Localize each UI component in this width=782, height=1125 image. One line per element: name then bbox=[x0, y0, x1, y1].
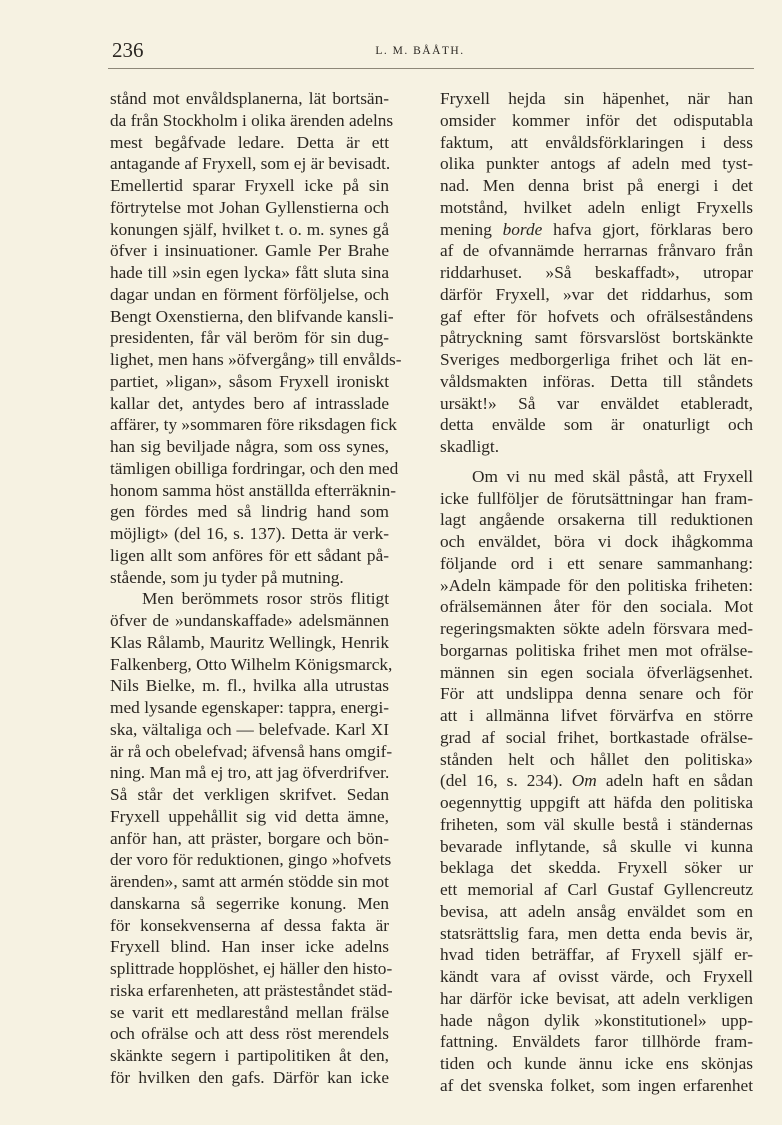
text-line: ofrälsemännen åter för den sociala. Mot bbox=[440, 597, 753, 617]
text-column-left bbox=[110, 88, 402, 1089]
text-line: bevisa, att adeln ansåg enväldet som en bbox=[440, 901, 753, 921]
italic-emphasis: Om bbox=[571, 771, 597, 791]
text-segment: mening bbox=[440, 219, 503, 239]
text-line: tiden och kunde ännu icke ens skönjas bbox=[440, 1054, 753, 1073]
text-line: riska erfarenheten, att prästeståndet städ- bbox=[110, 980, 393, 1000]
text-line: motstånd, hvilket adeln enligt Fryxells bbox=[440, 197, 753, 217]
text-line bbox=[440, 770, 753, 792]
text-line: honom samma höst anställda efterräknin- bbox=[110, 480, 397, 500]
text-line: friheten, som väl skulle bestå i ständernas bbox=[440, 814, 753, 834]
text-line: våldsmakten införas. Detta till ståndets bbox=[440, 371, 753, 391]
text-line: nad. Men denna brist på energi i det bbox=[440, 176, 753, 195]
text-line: borgarnas politiska frihet men mot ofrälse- bbox=[440, 640, 753, 660]
text-line: Klas Rålamb, Mauritz Wellingk, Henrik bbox=[110, 632, 389, 652]
text-segment: hafva gjort, förklaras bero bbox=[542, 219, 753, 239]
text-line: med lysande egenskaper: tappra, energi- bbox=[110, 698, 389, 717]
text-line: oegennyttig uppgift att häfda den politiska bbox=[440, 793, 753, 812]
text-line: Så står det verkligen skrifvet. Sedan bbox=[110, 785, 389, 804]
text-column-right bbox=[440, 88, 753, 1097]
text-line: Sveriges medborgerliga frihet och lät en- bbox=[440, 350, 753, 369]
text-line: konungen själf, hvilket t. o. m. synes gå bbox=[110, 219, 389, 239]
text-line: gen fördes med så lindrig hand som bbox=[110, 502, 389, 522]
text-line: Nils Bielke, m. fl., hvilka alla utrustas bbox=[110, 676, 389, 696]
text-line: öfver i insinuationer. Gamle Per Brahe bbox=[110, 241, 389, 261]
text-line: för hvilken den gafs. Därför kan icke bbox=[110, 1067, 389, 1087]
text-line: faktum, att envåldsförklaringen i dess bbox=[440, 132, 753, 152]
text-line: männen sin egen sociala öfverlägsenhet. bbox=[440, 662, 753, 682]
page-number: 236 bbox=[112, 38, 144, 62]
text-line: Om vi nu med skäl påstå, att Fryxell bbox=[472, 466, 753, 486]
text-line: han sig beviljade några, som oss synes, bbox=[110, 437, 389, 456]
text-line: tämligen obilliga fordringar, och den med bbox=[110, 458, 399, 478]
text-line: Fryxell hejda sin häpenhet, när han bbox=[440, 89, 753, 108]
text-line: olika punkter antogs af adeln med tyst- bbox=[440, 154, 753, 174]
text-line: splittrade hopplöshet, ej häller den histo- bbox=[110, 959, 393, 978]
text-line: skadligt. bbox=[440, 437, 500, 456]
text-line: lighet, men hans »öfvergång» till envålds- bbox=[110, 350, 402, 369]
text-line: beklaga det skedda. Fryxell söker ur bbox=[440, 858, 753, 878]
text-line: omsider kommer inför det odisputabla bbox=[440, 110, 753, 130]
text-line: Fryxell blind. Han inser icke adelns bbox=[110, 937, 389, 957]
text-line: anför han, att präster, borgare och bön- bbox=[110, 828, 389, 848]
text-line: fattning. Enväldets faror tillhörde fram- bbox=[440, 1032, 753, 1052]
text-line: Falkenberg, Otto Wilhelm Königsmarck, bbox=[110, 654, 393, 674]
text-segment: (del 16, s. 234). bbox=[440, 771, 572, 791]
text-line: gaf efter för hofvets och ofrälseståndens bbox=[440, 306, 753, 326]
text-line: kändt vara af ovisst värde, och Fryxell bbox=[440, 967, 753, 986]
text-line: påtryckning samt försvarslöst bortskänkte bbox=[440, 328, 753, 348]
text-line: da från Stockholm i olika ärenden adelns bbox=[110, 110, 394, 130]
text-line: lagt angående orsakerna till reduktionen bbox=[440, 510, 753, 530]
text-line: riddarhuset. »Så beskaffadt», utropar bbox=[440, 263, 753, 282]
text-line: Men berömmets rosor strös flitigt bbox=[142, 589, 389, 609]
text-line bbox=[440, 219, 753, 241]
text-line: kallar det, antydes bero af intrasslade bbox=[110, 393, 389, 413]
text-line: hade till »sin egen lycka» fått sluta sina bbox=[110, 263, 389, 282]
text-line: der voro för reduktionen, gingo »hofvets bbox=[110, 850, 392, 870]
text-line: har därför icke bevisat, att adeln verkligen bbox=[440, 988, 753, 1008]
text-line: stånd mot envåldsplanerna, lät bortsän- bbox=[110, 89, 389, 108]
text-line: stående, som ju tyder på mutning. bbox=[110, 567, 344, 587]
text-line: och enväldet, böra vi dock ihågkomma bbox=[440, 532, 753, 551]
text-line: ett memorial af Carl Gustaf Gyllencreutz bbox=[440, 880, 753, 899]
text-line: presidenten, får väl beröm för sin dug- bbox=[110, 328, 389, 348]
text-segment: adeln haft en sådan bbox=[596, 771, 753, 791]
text-line: För att undslippa denna senare och för bbox=[440, 684, 753, 704]
text-line: ursäkt!» Så var enväldet etableradt, bbox=[440, 393, 753, 413]
text-line: för konsekvenserna af dessa fakta är bbox=[110, 915, 389, 935]
text-line: och ofrälse och att dess röst merendels bbox=[110, 1024, 389, 1044]
text-line: Bengt Oxenstierna, den blifvande kansli- bbox=[110, 306, 394, 326]
text-line: danskarna så segerrike konung. Men bbox=[110, 893, 389, 913]
header-rule bbox=[108, 68, 754, 69]
text-line: icke fullföljer de förutsättningar han fram- bbox=[440, 488, 753, 508]
text-line: ska, vältaliga och — belefvade. Karl XI bbox=[110, 719, 389, 739]
text-line: Fryxell uppehållit sig vid detta ämne, bbox=[110, 806, 389, 826]
text-line: hvad tiden beträffar, af Fryxell själf er- bbox=[440, 945, 753, 965]
text-line: att i allmänna lifvet förvärfva en större bbox=[440, 706, 753, 725]
text-line: grad af social frihet, bortkastade ofrälse- bbox=[440, 727, 753, 747]
text-line: ligen allt som anföres för ett sådant på- bbox=[110, 545, 389, 565]
text-line: mest begåfvade ledare. Detta är ett bbox=[110, 132, 389, 152]
text-line: förtrytelse mot Johan Gyllenstierna och bbox=[110, 197, 389, 217]
text-line: möjligt» (del 16, s. 137). Detta är verk- bbox=[110, 524, 389, 543]
text-line: detta envälde som är onaturligt och bbox=[440, 415, 753, 435]
text-line: skänkte segern i partipolitiken åt den, bbox=[110, 1046, 389, 1065]
text-line: följande ord i ett senare sammanhang: bbox=[440, 553, 753, 573]
text-line: af det svenska folket, som ingen erfarenhet bbox=[440, 1075, 753, 1095]
text-line: af de ofvannämde herrarnas frånvaro från bbox=[440, 241, 753, 261]
text-line: ning. Man må ej tro, att jag öfverdrifver. bbox=[110, 763, 390, 783]
text-line: dagar undan en förment förföljelse, och bbox=[110, 284, 389, 304]
text-line: se varit ett medlarestånd mellan frälse bbox=[110, 1002, 389, 1022]
italic-emphasis: borde bbox=[502, 219, 543, 239]
text-line: stånden helt och hållet den politiska» bbox=[440, 749, 753, 769]
text-line: statsrättslig fara, men detta enda bevis är, bbox=[440, 923, 753, 943]
text-line: affärer, ty »sommaren före riksdagen fick bbox=[110, 415, 397, 435]
text-line: »Adeln kämpade för den politiska friheten: bbox=[440, 575, 753, 595]
running-head: L. M. BÅÅTH. bbox=[375, 45, 465, 57]
text-line: regeringsmakten sökte adeln försvara med- bbox=[440, 619, 753, 638]
text-line: därför Fryxell, »var det riddarhus, som bbox=[440, 284, 753, 304]
text-line: bevarade inflytande, så skulle vi kunna bbox=[440, 836, 753, 856]
text-line: antagande af Fryxell, som ej är bevisadt. bbox=[110, 154, 391, 174]
text-line: ärenden», samt att armén stödde sin mot bbox=[110, 872, 389, 891]
text-line: Emellertid sparar Fryxell icke på sin bbox=[110, 176, 389, 195]
text-line: är rå och obelefvad; äfvenså hans omgif- bbox=[110, 741, 393, 761]
text-line: hade någon dylik »konstitutionel» upp- bbox=[440, 1010, 753, 1030]
text-line: partiet, »ligan», såsom Fryxell ironiskt bbox=[110, 371, 389, 391]
text-line: öfver de »undanskaffade» adelsmännen bbox=[110, 611, 389, 630]
